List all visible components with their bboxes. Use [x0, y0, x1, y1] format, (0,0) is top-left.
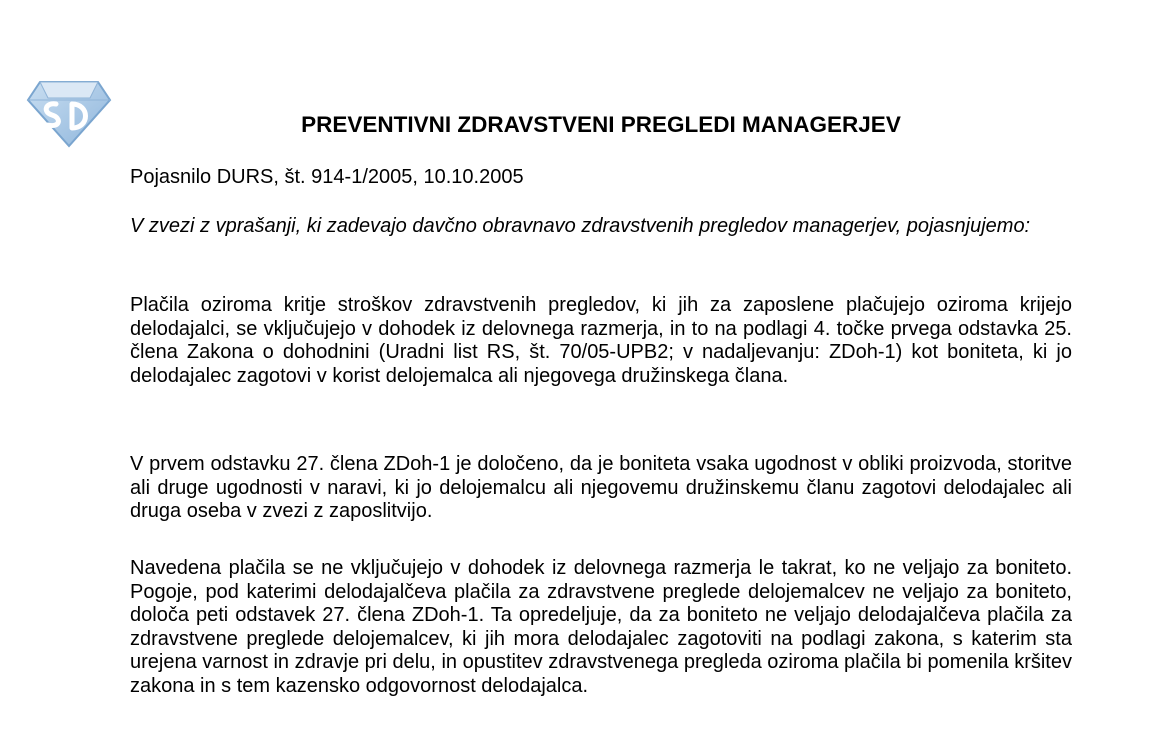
paragraph-1: Plačila oziroma kritje stroškov zdravstvenih pregledov, ki jih za zaposlene plačujejo oziroma krijejo delodajalci, se vključujejo v dohodek iz delovnega razmerja, in to na podlagi 4. točke prvega odstavka 25. člena Zakona o dohodnini (Uradni list RS, št. 70/05-UPB2; v nadaljevanju: ZDoh-1) kot boniteta, ki jo delodajalec zagotovi v korist delojemalca ali njegovega družinskega člana.	[130, 294, 1072, 387]
document-title: PREVENTIVNI ZDRAVSTVENI PREGLEDI MANAGERJEV	[301, 112, 901, 137]
logo-diamond-icon	[26, 78, 112, 148]
paragraph-3: Navedena plačila se ne vključujejo v dohodek iz delovnega razmerja le takrat, ko ne veljajo za boniteto. Pogoje, pod katerimi delodajalčeva plačila za zdravstvene preglede delojemalcev ne veljajo za boniteto, določa peti odstavek 27. člena ZDoh-1. Ta opredeljuje, da za boniteto ne veljajo delodajalčeva plačila za zdravstvene preglede delojemalcev, ki jih mora delodajalec zagotoviti na podlagi zakona, s katerim sta urejena varnost in zdravje pri delu, in opustitev zdravstvenega pregleda oziroma plačila bi pomenila kršitev zakona in s tem kazensko odgovornost delodajalca.	[130, 557, 1072, 697]
document-source: Pojasnilo DURS, št. 914-1/2005, 10.10.2005	[130, 166, 524, 188]
paragraph-2: V prvem odstavku 27. člena ZDoh-1 je določeno, da je boniteta vsaka ugodnost v obliki proizvoda, storitve ali druge ugodnosti v naravi, ki jo delojemalcu ali njegovemu družinskemu članu zagotovi delodajalec ali druga oseba v zvezi z zaposlitvijo.	[130, 453, 1072, 522]
logo	[26, 78, 112, 148]
document-intro: V zvezi z vprašanji, ki zadevajo davčno obravnavo zdravstvenih pregledov managerjev, pojasnjujemo:	[130, 215, 1031, 237]
